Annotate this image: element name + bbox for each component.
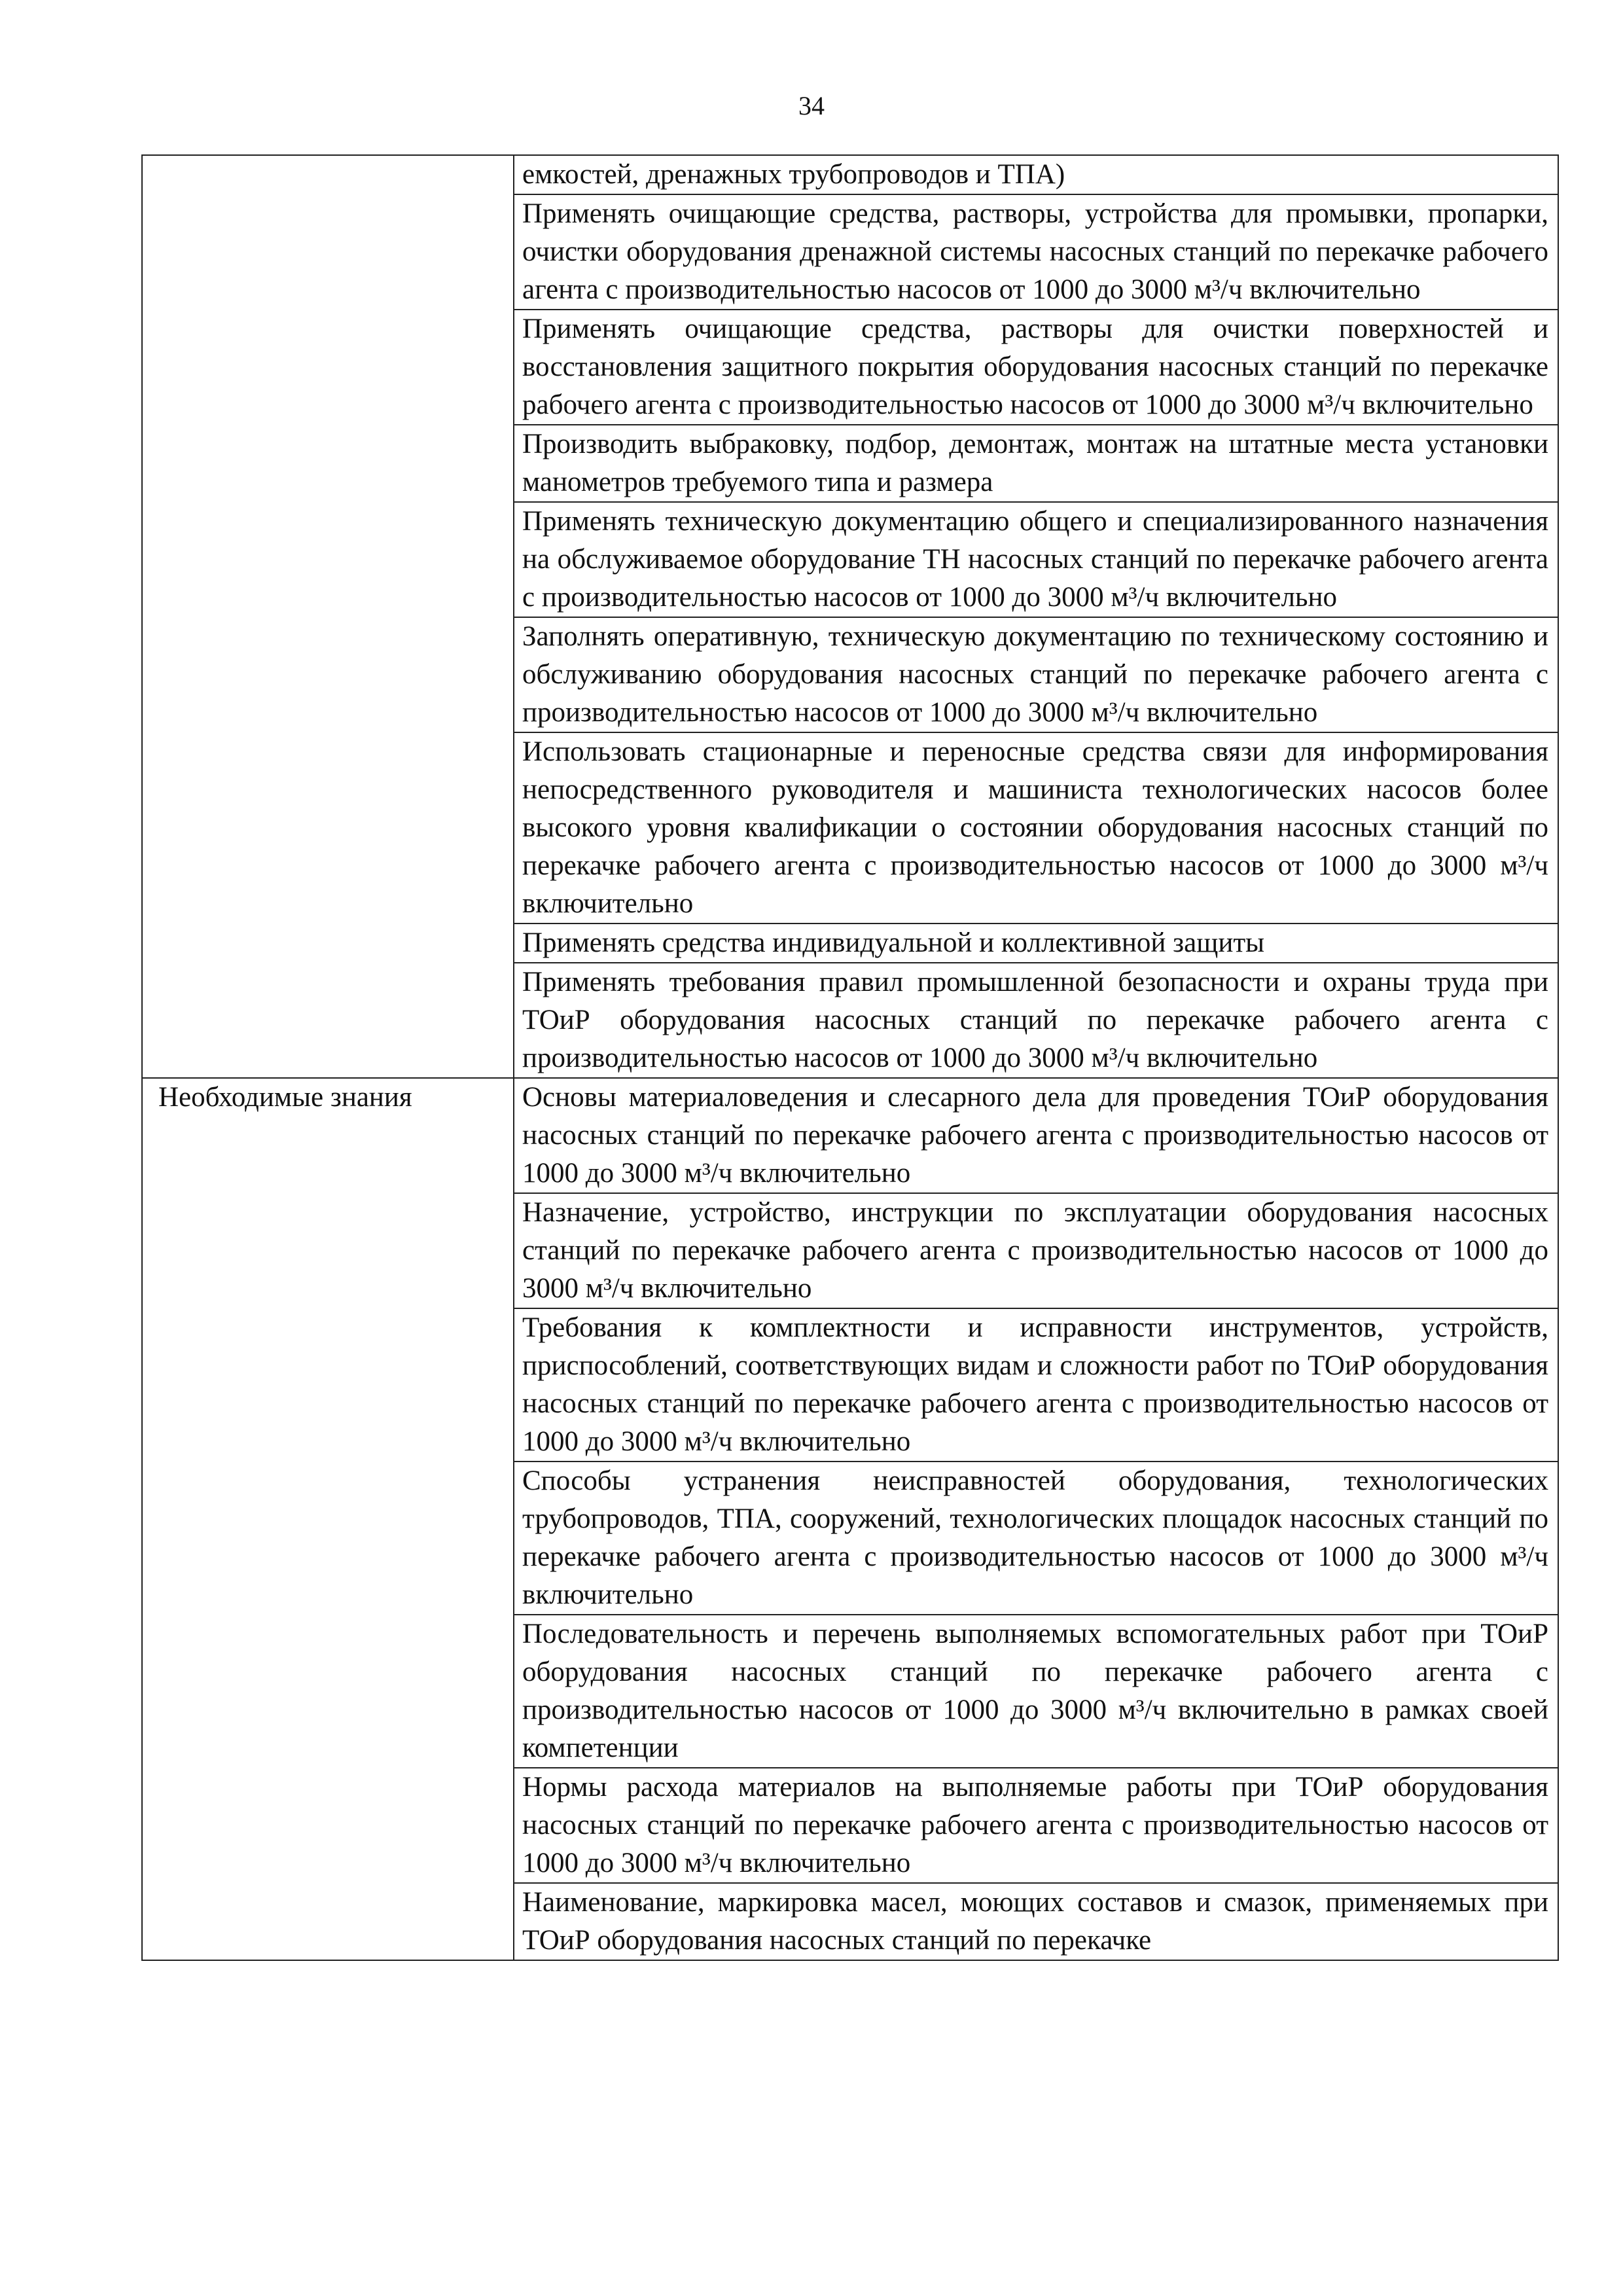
cell-text: Применять очищающие средства, растворы, устройства для промывки, пропарки, очистки оборудования дренажной системы насосных станций по перекачке рабочего агента с производительностью насосов от 1000 до 3000 м³/ч включительно — [522, 198, 1548, 305]
table-cell — [514, 732, 1558, 924]
cell-text: Наименование, маркировка масел, моющих составов и смазок, применяемых при ТОиР оборудования насосных станций по перекачке — [522, 1887, 1548, 1956]
table-cell — [514, 617, 1558, 732]
cell-text: Назначение, устройство, инструкции по эксплуатации оборудования насосных станций по перекачке рабочего агента с производительностью насосов от 1000 до 3000 м³/ч включительно — [522, 1197, 1548, 1304]
table-cell — [514, 1078, 1558, 1193]
cell-text: Использовать стационарные и переносные средства связи для информирования непосредственного руководителя и машиниста технологических насосов более высокого уровня квалификации о состоянии оборудования насосных станций по перекачке рабочего агента с производительностью насосов от 1000 до 3000 м³/ч включительно — [522, 736, 1548, 919]
cell-text: Применять техническую документацию общего и специализированного назначения на обслуживаемое оборудование ТН насосных станций по перекачке рабочего агента с производительностью насосов от 1000 до 3000 м³/ч включительно — [522, 506, 1548, 613]
cell-text: Заполнять оперативную, техническую документацию по техническому состоянию и обслуживанию оборудования насосных станций по перекачке рабочего агента с производительностью насосов от 1000 до 3000 м³/ч включительно — [522, 621, 1548, 728]
table-cell — [514, 310, 1558, 425]
table-row — [142, 155, 1558, 194]
cell-text: Требования к комплектности и исправности инструментов, устройств, приспособлений, соответствующих видам и сложности работ по ТОиР оборудования насосных станций по перекачке рабочего агента с производительностью насосов от 1000 до 3000 м³/ч включительно — [522, 1312, 1548, 1457]
cell-text: Основы материаловедения и слесарного дела для проведения ТОиР оборудования насосных станций по перекачке рабочего агента с производительностью насосов от 1000 до 3000 м³/ч включительно — [522, 1082, 1548, 1189]
cell-text: емкостей, дренажных трубопроводов и ТПА) — [522, 159, 1065, 190]
skills-label-cell — [142, 155, 514, 1078]
table-row — [142, 1078, 1558, 1193]
table-cell — [514, 1615, 1558, 1768]
cell-text: Способы устранения неисправностей оборудования, технологических трубопроводов, ТПА, сооружений, технологических площадок насосных станций по перекачке рабочего агента с производительностью насосов от 1000 до 3000 м³/ч включительно — [522, 1465, 1548, 1610]
cell-text: Применять средства индивидуальной и коллективной защиты — [522, 927, 1265, 958]
cell-text: Применять очищающие средства, растворы для очистки поверхностей и восстановления защитного покрытия оборудования насосных станций по перекачке рабочего агента с производительностью насосов от 1000 до 3000 м³/ч включительно — [522, 314, 1548, 420]
table-cell — [514, 1462, 1558, 1615]
cell-text: Нормы расхода материалов на выполняемые работы при ТОиР оборудования насосных станций по перекачке рабочего агента с производительностью насосов от 1000 до 3000 м³/ч включительно — [522, 1772, 1548, 1878]
table-cell — [514, 924, 1558, 963]
cell-text: Производить выбраковку, подбор, демонтаж, монтаж на штатные места установки манометров требуемого типа и размера — [522, 429, 1548, 497]
cell-text: Последовательность и перечень выполняемых вспомогательных работ при ТОиР оборудования насосных станций по перекачке рабочего агента с производительностью насосов от 1000 до 3000 м³/ч включительно в рамках своей компетенции — [522, 1619, 1548, 1763]
page-number: 34 — [798, 91, 825, 120]
table-cell — [514, 194, 1558, 310]
table-cell — [514, 425, 1558, 502]
table-cell — [514, 155, 1558, 194]
table-cell — [514, 1883, 1558, 1960]
cell-text: Применять требования правил промышленной безопасности и охраны труда при ТОиР оборудования насосных станций по перекачке рабочего агента с производительностью насосов от 1000 до 3000 м³/ч включительно — [522, 967, 1548, 1073]
requirements-table — [141, 154, 1559, 1961]
table-cell — [514, 1768, 1558, 1883]
knowledge-label: Необходимые знания — [158, 1082, 412, 1113]
table-cell — [514, 502, 1558, 617]
table-cell — [514, 1193, 1558, 1308]
knowledge-label-cell — [142, 1078, 514, 1960]
table-cell — [514, 1308, 1558, 1462]
table-cell — [514, 963, 1558, 1078]
